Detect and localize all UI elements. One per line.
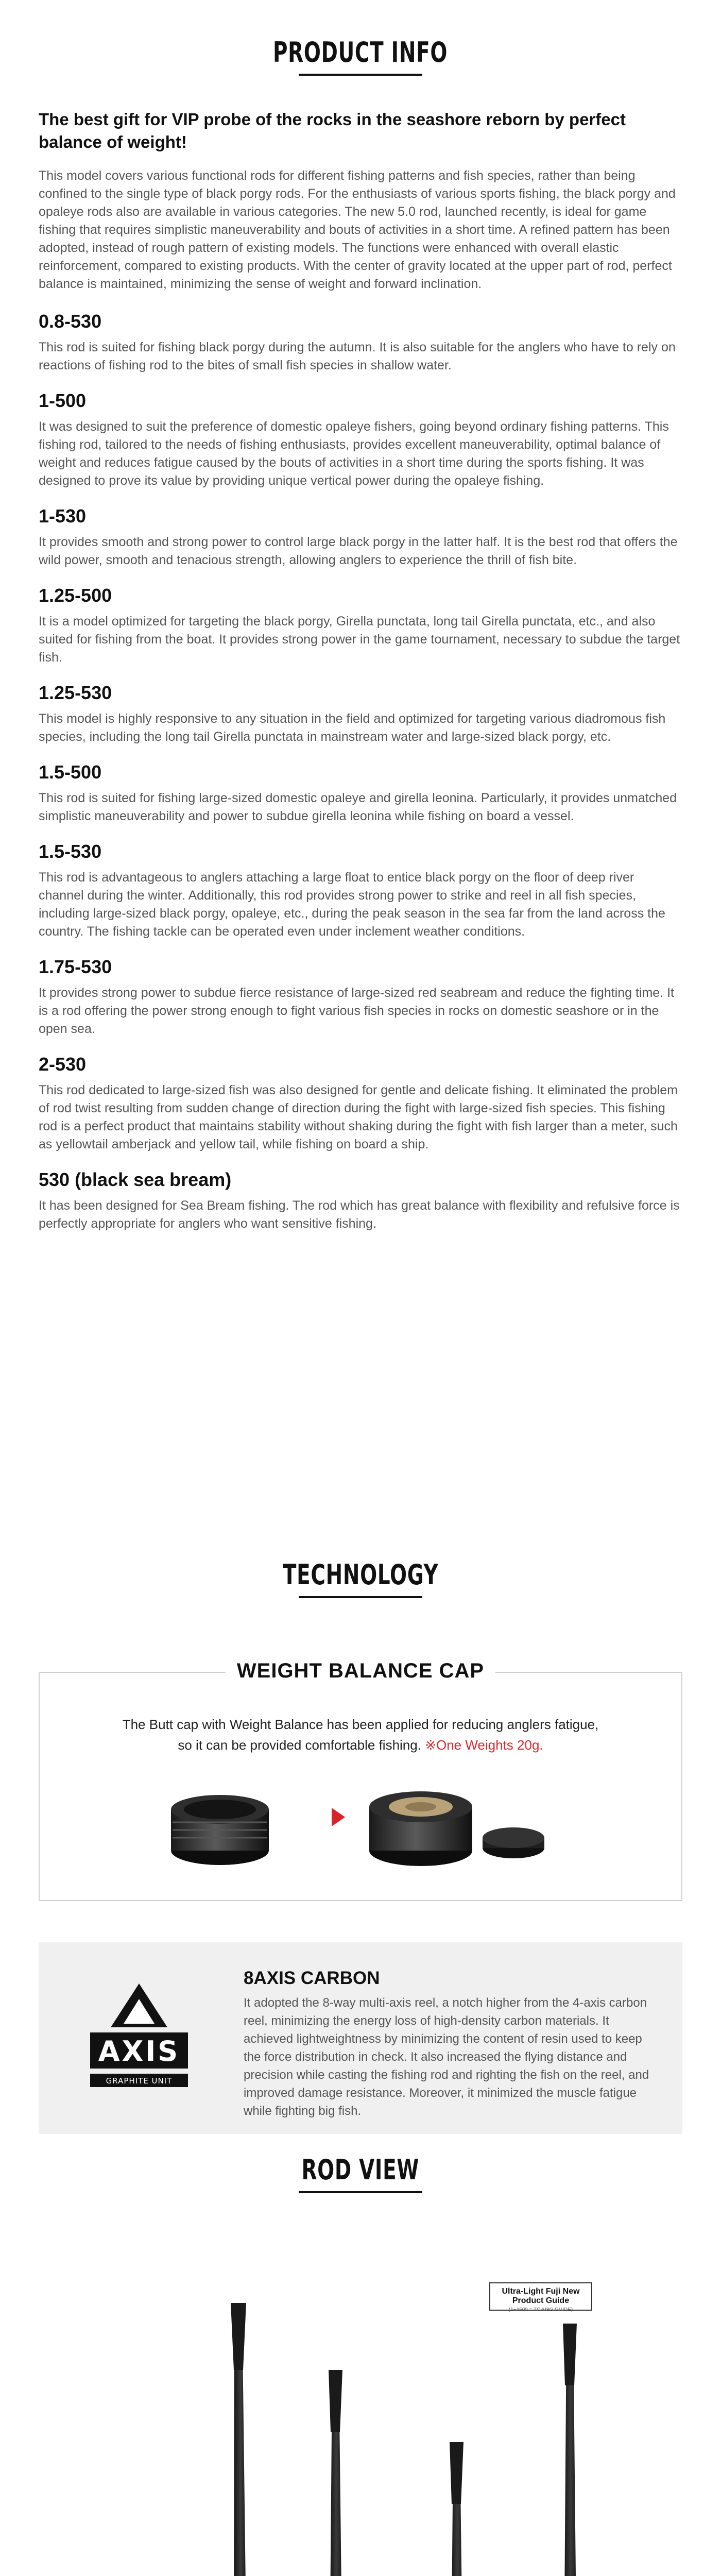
model-entry: [39, 841, 682, 941]
model-name: 1.25-500: [39, 585, 112, 606]
butt-cap-open-image: [354, 1766, 570, 1879]
model-name: 530 (black sea bream): [39, 1169, 232, 1190]
model-description: It was designed to suit the preference of domestic opaleye fishers, going beyond ordinary fishing patterns. This fishing rod, tailored to the needs of fishing enthusiasts, provides excellent maneuverability, optimal balance of weight and reduces fatigue caused by the bouts of activities in a short time during the sports fishing. It was designed to prove its value by providing unique vertical power during the opaleye fishing.: [39, 419, 669, 488]
model-list: [39, 311, 682, 1233]
axis-carbon-panel: [39, 1942, 682, 2134]
model-name: 1-530: [39, 505, 87, 527]
model-name: 1.25-530: [39, 682, 112, 703]
model-description: It is a model optimized for targeting the black porgy, Girella punctata, long tail Girella punctata, etc., and also suited for fishing from the boat. It provides strong power in the game tournament, necessary to subdue the target fish.: [39, 614, 680, 665]
lead-text: The best gift for VIP probe of the rocks in the seashore reborn by perfect balance of weight!: [39, 110, 626, 151]
model-description: It has been designed for Sea Bream fishing. The rod which has great balance with flexibility and refulsive force is perfectly appropriate for anglers who want sensitive fishing.: [39, 1198, 680, 1231]
model-name: 1-500: [39, 390, 87, 411]
model-entry: [39, 1169, 682, 1233]
model-entry: [39, 390, 682, 490]
fuji-guide-title: Ultra-Light Fuji New Product Guide: [502, 2287, 580, 2305]
model-description: This rod is suited for fishing black porgy during the autumn. It is also suitable for the anglers who have to rely on reactions of fishing rod to the bites of small fish species in shallow water.: [39, 340, 676, 372]
rod-1-500: [430, 2442, 469, 2576]
model-entry: [39, 682, 682, 746]
rod-1-530: [312, 2370, 348, 2576]
section-title: PRODUCT INFO: [273, 36, 448, 69]
rod-530: [543, 2324, 582, 2576]
model-description: This rod dedicated to large-sized fish was also designed for gentle and delicate fishing. It eliminated the problem of rod twist resulting from sudden change of direction during the fight with large-sized fish species. This fishing rod is a perfect product that maintains stability without shaking during the fight with fish larger than a meter, such as yellowtail amberjack and yellow tail, while fishing on board a ship.: [39, 1083, 678, 1151]
model-name: 1.5-530: [39, 841, 102, 862]
model-name: 0.8-530: [39, 311, 102, 332]
technology-heading: [0, 1558, 721, 1598]
rod-2-530: [216, 2303, 252, 2576]
model-entry: [39, 585, 682, 667]
model-entry: [39, 505, 682, 569]
axis-logo-subtext: GRAPHITE UNIT: [106, 2076, 173, 2086]
model-entry: [39, 956, 682, 1038]
weight-balance-cap-text: [40, 1714, 681, 1755]
heading-underline: [299, 74, 422, 76]
model-name: 1.75-530: [39, 956, 112, 977]
butt-cap-closed-image: [158, 1773, 302, 1876]
heading-underline: [299, 2191, 422, 2193]
axis-carbon-title: 8AXIS CARBON: [244, 1968, 380, 1988]
rod-view-illustration: [0, 2257, 721, 2576]
weight-cap-line-2-text: so it can be provided comfortable fishing.: [178, 1737, 421, 1753]
fuji-guide-subtitle: (1~#600 = TC-M8G GUIDE): [508, 2307, 573, 2313]
model-description: This model is highly responsive to any situation in the field and optimized for targeting various diadromous fish species, including the long tail Girella punctata in mainstream water and large-sized black porgy, etc.: [39, 711, 666, 744]
axis-carbon-description: It adopted the 8-way multi-axis reel, a notch higher from the 4-axis carbon reel, minimizing the energy loss of high-density carbon materials. It achieved lightweightness by minimizing the content of resin used to keep the force distribution in check. It also increased the flying distance and precision while casting the fishing rod and righting the fish on the reel, and improved damage resistance. Moreover, it minimized the muscle fatigue while fighting big fish.: [244, 1996, 649, 2118]
model-name: 2-530: [39, 1054, 87, 1075]
model-entry: [39, 761, 682, 825]
arrow-right-icon: [331, 1807, 346, 1827]
model-description: This rod is suited for fishing large-sized domestic opaleye and girella leonina. Particularly, it provides unmatched simplistic maneuverability and power to subdue girella leonina while fishing on board a vessel.: [39, 791, 677, 823]
heading-underline: [299, 1596, 422, 1598]
weight-balance-cap-title: WEIGHT BALANCE CAP: [226, 1659, 495, 1683]
weight-balance-cap-panel: [39, 1659, 682, 1901]
rod-view-heading: [0, 2154, 721, 2193]
weight-note: ※One Weights 20g.: [425, 1737, 543, 1753]
section-title: ROD VIEW: [301, 2154, 420, 2186]
weight-cap-line-1: The Butt cap with Weight Balance has been applied for reducing anglers fatigue,: [122, 1717, 599, 1732]
model-entry: [39, 311, 682, 375]
model-name: 1.5-500: [39, 761, 102, 783]
intro-text: This model covers various functional rods for different fishing patterns and fish species, rather than being confined to the single type of black porgy rods. For the enthusiasts of various sports fishing, the black porgy and opaleye rods also are available in various categories. The new 5.0 rod, launched recently, is ideal for game fishing that requires simplistic maneuverability and bouts of activities in a short time. A refined pattern has been adopted, instead of rough pattern of existing models. The functions were enhanced with overall elastic reinforcement, compared to existing products. With the center of gravity located at the upper part of rod, perfect balance is maintained, minimizing the sense of weight and forward inclination.: [39, 168, 676, 291]
product-info-heading: [0, 36, 721, 76]
section-title: TECHNOLOGY: [282, 1558, 439, 1591]
axis-logo-text: AXIS: [98, 2035, 180, 2067]
model-description: It provides smooth and strong power to control large black porgy in the latter half. It is the best rod that offers the wild power, smooth and tenacious strength, allowing anglers to experience the thrill of fish bite.: [39, 535, 678, 567]
product-info-body: [39, 108, 682, 1248]
axis-graphite-logo: [80, 1978, 198, 2097]
model-entry: [39, 1054, 682, 1154]
model-description: This rod is advantageous to anglers attaching a large float to entice black porgy on the floor of deep river channel during the winter. Additionally, this rod provides strong power to strike and reel in all fish species, including large-sized black porgy, opaleye, etc., during the peak season in the sea far from the land across the country. The fishing tackle can be operated even under inclement weather conditions.: [39, 870, 665, 939]
model-description: It provides strong power to subdue fierce resistance of large-sized red seabream and reduce the fighting time. It is a rod offering the power strong enough to fight various fish species in rocks on domestic seashore or in the open sea.: [39, 986, 674, 1036]
weight-cap-line-2: [40, 1735, 681, 1755]
